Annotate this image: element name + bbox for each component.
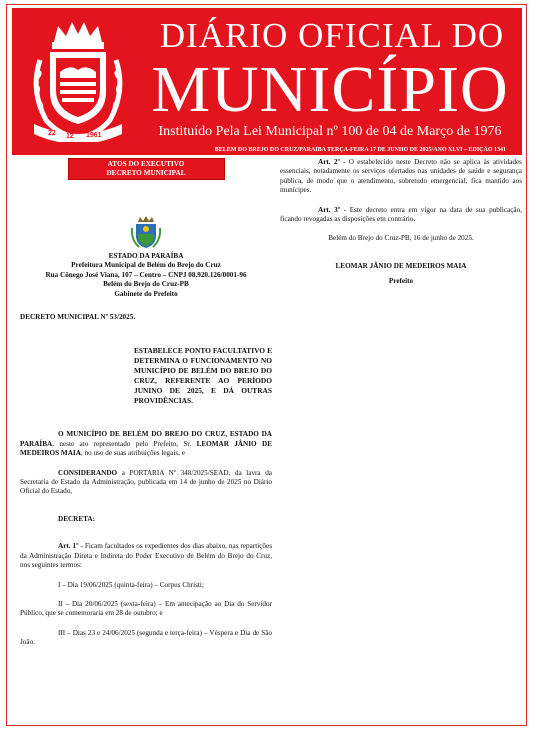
- intro-mid: , neste ato representado pelo Prefeito, Sr.: [52, 439, 197, 448]
- art2-paragraph: [280, 158, 522, 196]
- considerando-text: a PORTARIA Nº 348/2025/SEAD, da lavra da Secretaria de Estado da Administração, publicada em 14 de junho de 2025 no Diário Oficial do Estado,: [20, 468, 272, 496]
- municipal-crest-icon: [26, 20, 130, 142]
- art3-text: - Este decreto entra em vigor na data de sua publicação, ficando revogadas as disposições em contrário.: [280, 205, 522, 224]
- intro-name: LEOMAR JÂNIO DE MEDEIROS MAIA: [20, 439, 272, 458]
- edition-bar: BELÉM DO BREJO DO CRUZ/PARAÍBA TERÇA-FEIRA 17 DE JUNHO DE 2025/ANO XLVI – EDIÇÃO 1341: [12, 146, 522, 155]
- considerando-bold: CONSIDERANDO: [58, 468, 118, 477]
- art2-label: Art. 2º: [318, 158, 340, 166]
- masthead-title-main: MUNICÍPIO: [151, 53, 509, 126]
- state-name: ESTADO DA PARAÍBA: [108, 252, 184, 260]
- considerando-paragraph: [20, 469, 272, 497]
- masthead-subtitle: Instituído Pela Lei Municipal nº 100 de 04 de Março de 1976: [158, 124, 502, 139]
- art1-text: - Ficam facultados os expedientes dos dias abaixo, nas repartições da Administração Direta e Indireta do Poder Executivo de Belém do Brejo do Cruz, nos seguintes termos:: [20, 542, 272, 570]
- crest-date-year: 1961: [86, 132, 102, 139]
- decreta-heading: DECRETA:: [58, 514, 96, 523]
- intro-end: , no uso de suas atribuições legais, e: [80, 449, 185, 458]
- art3-label: Art. 3º: [318, 205, 341, 214]
- art2-text: - O estabelecido neste Decreto não se aplica às atividades essenciais, notadamente os serviços ofertados nas unidades de saúde e segurança pública, de modo que o atendimento, sobretudo emergencial, fica mantido aos munícipes.: [280, 158, 522, 195]
- left-column: [20, 158, 272, 648]
- intro-paragraph: [20, 430, 272, 458]
- crest-date-month: 12: [66, 133, 74, 140]
- decree-number: DECRETO MUNICIPAL Nº 53/2025.: [20, 313, 136, 322]
- state-crest-icon: [131, 216, 161, 250]
- crest-date-day: 22: [48, 130, 56, 137]
- masthead-title-top: DIÁRIO OFICIAL DO: [159, 16, 505, 55]
- prefeitura-office: Gabinete do Prefeito: [114, 289, 178, 298]
- section-line-1: ATOS DO EXECUTIVO: [107, 160, 185, 168]
- art1-item-2: II – Dia 20/06/2025 (sexta-feira) – Em antecipação ao Dia do Servidor Público, que se comemoraria em 28 de outubro; e: [20, 599, 272, 618]
- signer-name: LEOMAR JÂNIO DE MEDEIROS MAIA: [335, 261, 467, 270]
- right-column: [280, 158, 522, 287]
- art1-paragraph: [20, 542, 272, 570]
- section-line-2: DECRETO MUNICIPAL: [106, 169, 186, 177]
- prefeitura-city: Belém do Brejo do Cruz-PB: [103, 280, 189, 289]
- section-header: [68, 158, 225, 180]
- date-line: Belém do Brejo do Cruz-PB, 16 de junho de 2025.: [328, 234, 474, 243]
- decree-ementa: ESTABELECE PONTO FACULTATIVO E DETERMINA O FUNCIONAMENTO NO MUNICÍPIO DE BELÉM DO BREJO DO CRUZ, REFERENTE AO PERÍODO JUNINO DE 2025, E DÁ OUTRAS PROVIDÊNCIAS.: [134, 346, 272, 406]
- intro-bold: O MUNICÍPIO DE BELÉM DO BREJO DO CRUZ, ESTADO DA PARAÍBA: [20, 430, 272, 448]
- art1-item-1: I – Dia 19/06/2025 (quinta-feira) – Corpus Christi;: [58, 580, 204, 589]
- art3-paragraph: [280, 206, 522, 225]
- masthead: [12, 8, 522, 146]
- art1-label: Art. 1º: [58, 542, 79, 551]
- signer-title: Prefeito: [388, 277, 414, 286]
- prefeitura-address: Rua Cônego José Viana, 107 – Centro – CNPJ 08.920.126/0001-96: [45, 270, 247, 279]
- art1-item-3: III – Dias 23 e 24/06/2025 (segunda e terça-feira) – Véspera e Dia de São João.: [20, 628, 272, 647]
- prefeitura-name: Prefeitura Municipal de Belém do Brejo do Cruz: [71, 261, 221, 270]
